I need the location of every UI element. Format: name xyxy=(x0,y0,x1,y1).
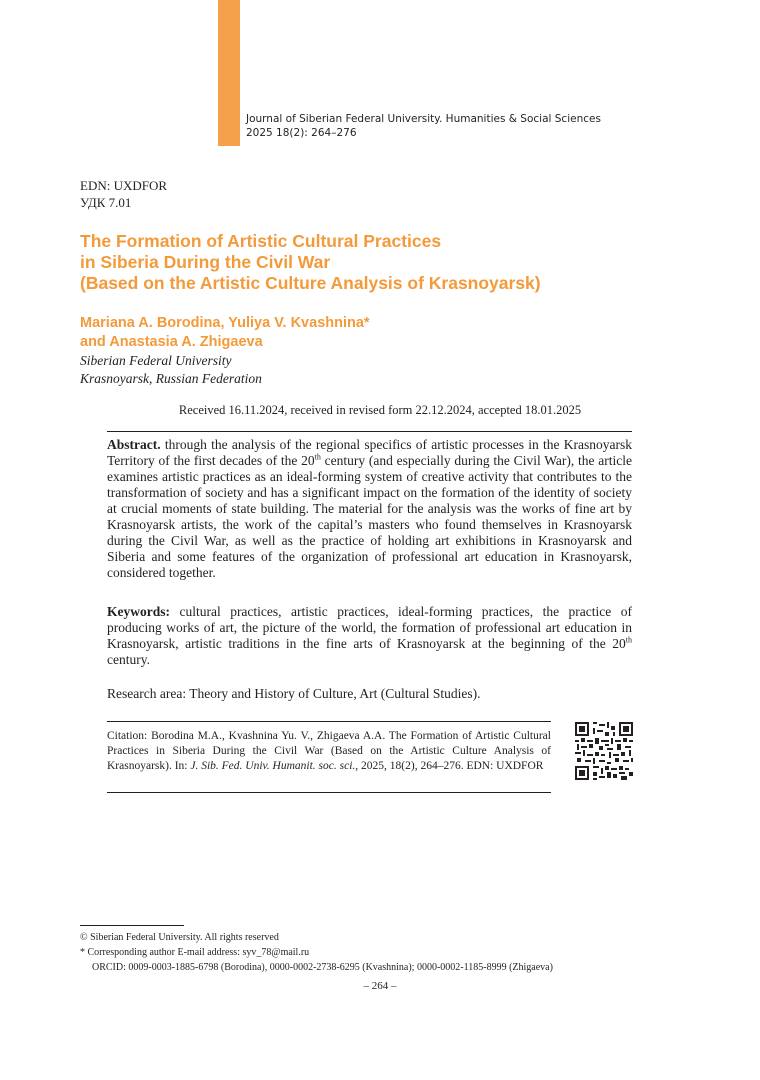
article-title xyxy=(80,231,640,294)
journal-header xyxy=(246,112,601,140)
footnote-rule xyxy=(80,925,184,926)
abstract xyxy=(107,437,632,581)
citation-top-rule xyxy=(107,721,551,722)
citation-text: , 2025, 18(2), 264–276. EDN: UXDFOR xyxy=(355,760,544,772)
corresponding-author-note: * Corresponding author E-mail address: syv_78@mail.ru xyxy=(80,947,310,958)
citation xyxy=(107,729,551,774)
abstract-text: century (and especially during the Civil War), the article examines artistic practices as an ideal-forming system of creative activity that contributes to the transformation of society and has a significant impact on the formation of the identity of society at crucial moments of state building. The material for the analysis was the works of fine art by Krasnoyarsk artists, the work of the capital’s masters who found themselves in Krasnoyarsk during the Civil War, as well as the practice of holding art exhibitions in Krasnoyarsk and Siberia and some features of the organization of professional art education in Krasnoyarsk, considered together. xyxy=(107,453,632,580)
identifiers xyxy=(80,177,167,211)
keywords-label: Keywords: xyxy=(107,604,170,619)
keywords xyxy=(107,604,632,668)
authors-line: Mariana A. Borodina, Yuliya V. Kvashnina* xyxy=(80,315,370,331)
received-dates: Received 16.11.2024, received in revised form 22.12.2024, accepted 18.01.2025 xyxy=(178,403,582,417)
citation-bottom-rule xyxy=(107,792,551,793)
copyright-note: © Siberian Federal University. All rights reserved xyxy=(80,932,279,943)
university-name: Siberian Federal University xyxy=(80,353,232,368)
title-line: The Formation of Artistic Cultural Practices xyxy=(80,231,442,251)
journal-issue: 2025 18(2): 264–276 xyxy=(246,127,357,139)
title-line: (Based on the Artistic Culture Analysis of Krasnoyarsk) xyxy=(80,273,541,293)
citation-journal: J. Sib. Fed. Univ. Humanit. soc. sci. xyxy=(190,760,356,772)
journal-accent-bar xyxy=(218,0,240,146)
page-number: – 264 – xyxy=(363,980,397,992)
university-location: Krasnoyarsk, Russian Federation xyxy=(80,371,262,386)
abstract-top-rule xyxy=(107,431,632,432)
footnotes xyxy=(80,930,553,975)
keywords-text: century. xyxy=(107,652,150,667)
research-area: Research area: Theory and History of Culture, Art (Cultural Studies). xyxy=(107,686,481,701)
qr-code-icon xyxy=(575,722,633,780)
journal-name: Journal of Siberian Federal University. Humanities & Social Sciences xyxy=(246,113,601,125)
authors-line: and Anastasia A. Zhigaeva xyxy=(80,334,263,350)
keywords-text: cultural practices, artistic practices, ideal-forming practices, the practice of producing works of art, the picture of the world, the formation of professional art education in Krasnoyarsk, artistic traditions in the fine arts of Krasnoyarsk at the beginning of the 20 xyxy=(107,604,632,651)
affiliation xyxy=(80,352,262,388)
abstract-superscript: th xyxy=(314,452,321,462)
orcid-note: ORCID: 0009-0003-1885-6798 (Borodina), 0000-0002-2738-6295 (Kvashnina); 0000-0002-1185-8999 (Zhigaeva) xyxy=(92,962,553,973)
author-list xyxy=(80,314,640,352)
abstract-text: through the analysis of the regional specifics of artistic processes in the Krasnoyarsk Territory of the first decades of the 20 xyxy=(107,437,632,468)
abstract-label: Abstract. xyxy=(107,437,161,452)
edn-code: EDN: UXDFOR xyxy=(80,178,168,193)
title-line: in Siberia During the Civil War xyxy=(80,252,331,272)
udk-code: УДК 7.01 xyxy=(80,195,132,210)
keywords-superscript: th xyxy=(625,635,632,645)
citation-text: Citation: Borodina M.A., Kvashnina Yu. V., Zhigaeva A.A. The Formation of Artistic Cultural Practices in Siberia During the Civil War (Based on the Artistic Culture Analysis of Krasnoyarsk). In: xyxy=(107,730,551,772)
